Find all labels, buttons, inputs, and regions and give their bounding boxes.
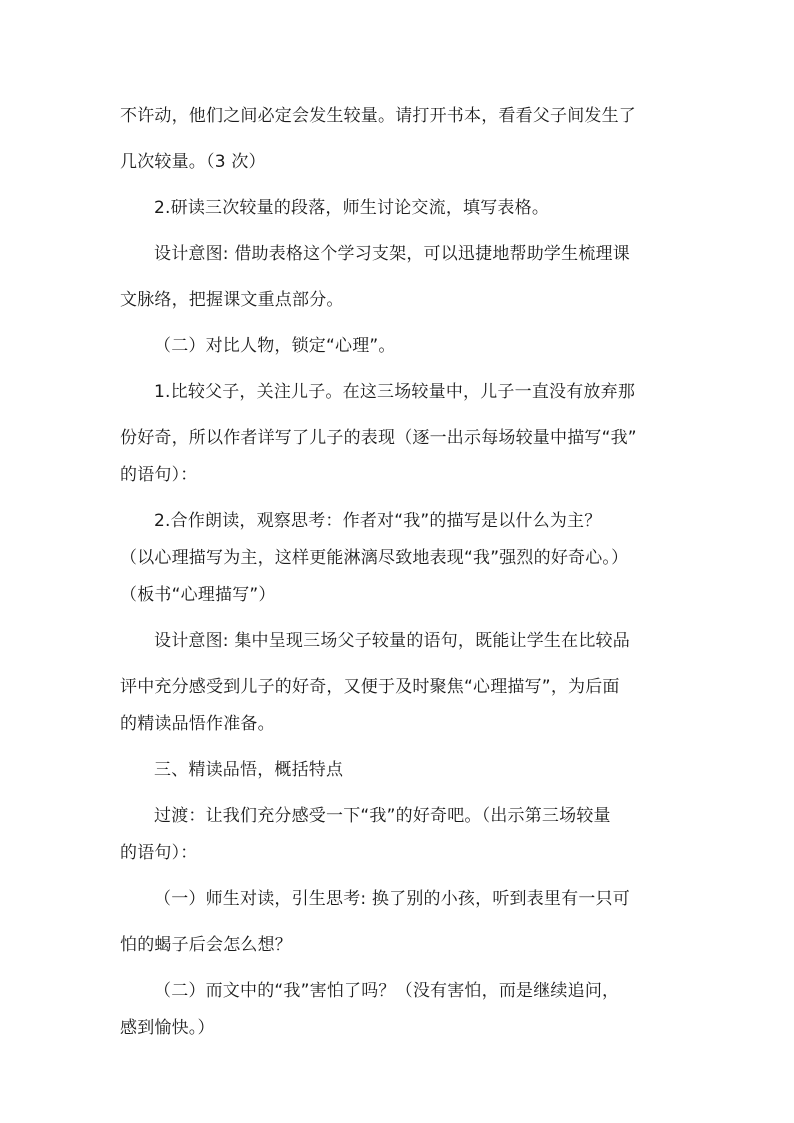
text-line-18: 的语句）： (120, 843, 198, 863)
text-line-21: （二）而文中的“我”害怕了吗？（没有害怕，而是继续追问， (154, 981, 620, 1001)
text-line-19: （一）师生对读，引生思考: 换了别的小孩，听到表里有一只可 (154, 889, 630, 909)
document-body (120, 98, 690, 1047)
text-line-7: 1.比较父子，关注儿子。在这三场较量中，儿子一直没有放弃那 (154, 382, 636, 402)
text-line-5: 文脉络，把握课文重点部分。 (120, 290, 344, 310)
text-line-8: 份好奇，所以作者详写了儿子的表现（逐一出示每场较量中描写“我” (120, 428, 637, 448)
text-line-6: （二）对比人物，锁定“心理”。 (154, 336, 396, 356)
text-line-9: 的语句）： (120, 465, 198, 485)
text-line-20: 怕的蝎子后会怎么想？ (120, 935, 292, 955)
text-line-11: （以心理描写为主，这样更能淋漓尽致地表现“我”强烈的好奇心。） (120, 548, 629, 568)
text-line-3: 2.研读三次较量的段落，师生讨论交流，填写表格。 (154, 198, 550, 218)
text-line-13: 设计意图: 集中呈现三场父子较量的语句，既能让学生在比较品 (154, 631, 630, 651)
text-line-4: 设计意图: 借助表格这个学习支架，可以迅捷地帮助学生梳理课 (154, 244, 630, 264)
text-line-10: 2.合作朗读，观察思考：作者对“我”的描写是以什么为主？ (154, 511, 602, 531)
text-line-2: 几次较量。（3 次） (120, 152, 266, 172)
text-line-22: 感到愉快。） (120, 1018, 215, 1038)
text-line-1: 不许动，他们之间必定会发生较量。请打开书本，看看父子间发生了 (120, 106, 636, 126)
text-line-17: 过渡：让我们充分感受一下“我”的好奇吧。（出示第三场较量 (154, 806, 611, 826)
text-line-14: 评中充分感受到儿子的好奇，又便于及时聚焦“心理描写”，为后面 (120, 677, 620, 697)
text-line-15: 的精读品悟作准备。 (120, 714, 275, 734)
section-heading: 三、精读品悟，概括特点 (154, 760, 344, 780)
text-line-12: （板书“心理描写”） (120, 585, 276, 605)
